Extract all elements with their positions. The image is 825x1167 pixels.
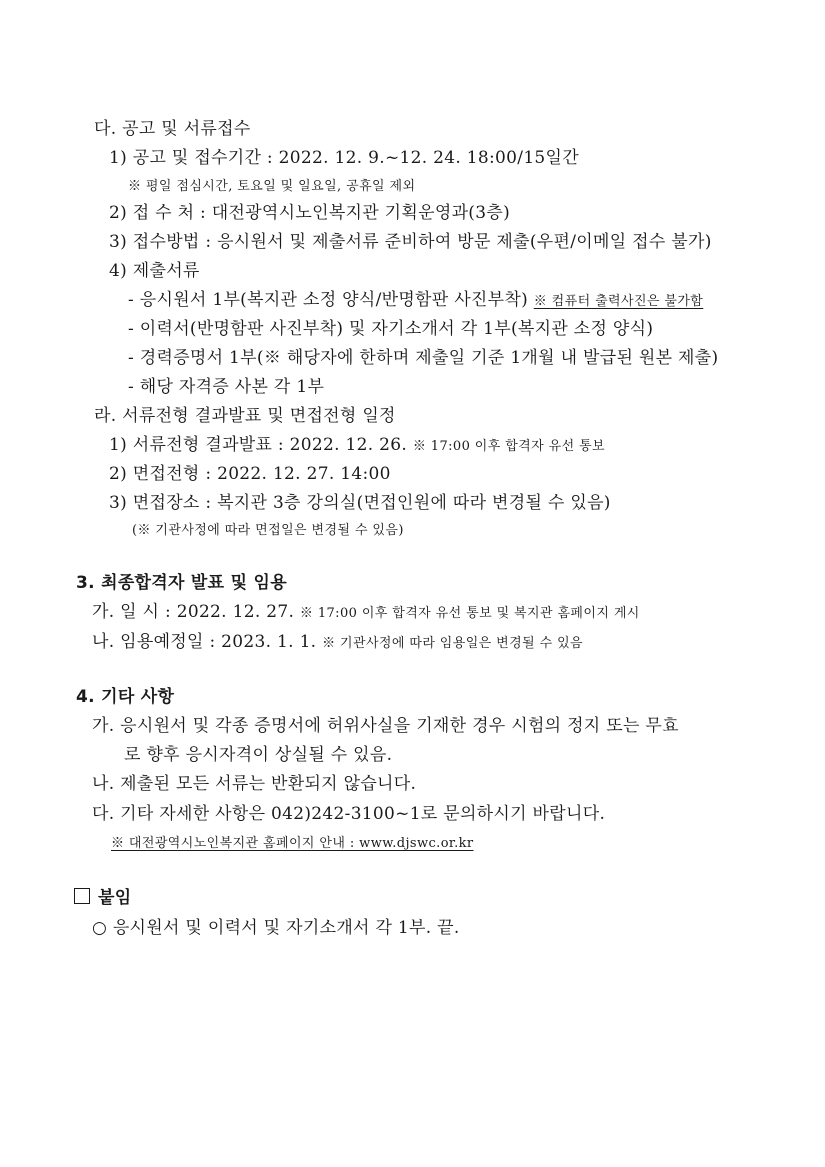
section-ra-item-3-note: (※ 기관사정에 따라 면접일은 변경될 수 있음) [132,523,404,538]
section-4-item-ga-line-1: 가. 응시원서 및 각종 증명서에 허위사실을 기재한 경우 시험의 정지 또는 무효 [92,716,679,736]
section-3-item-ga [92,604,640,621]
section-ra-item-2: 2) 면접전형 : 2022. 12. 27. 14:00 [109,464,391,484]
section-4-item-ga-line-2: 로 향후 응시자격이 상실될 수 있음. [124,745,393,765]
section-3-item-ga-text: 가. 일 시 : 2022. 12. 27. [92,602,295,622]
attachment-item: ○ 응시원서 및 이력서 및 자기소개서 각 1부. 끝. [92,918,460,938]
doc-list-item [128,292,703,309]
section-ra-item-1-text: 1) 서류전형 결과발표 : 2022. 12. 26. [109,435,408,455]
attachment-heading [74,888,131,907]
doc-list-item: - 경력증명서 1부(※ 해당자에 한하며 제출일 기준 1개월 내 발급된 원본 제출) [128,348,719,368]
doc-list-item: - 이력서(반명함판 사진부착) 및 자기소개서 각 1부(복지관 소정 양식) [128,319,654,339]
section-ra-item-1-note: ※ 17:00 이후 합격자 유선 통보 [412,439,605,454]
section-da-item-1: 1) 공고 및 접수기간 : 2022. 12. 9.~12. 24. 18:00/15일간 [109,148,579,168]
attachment-heading-label: 붙임 [98,888,132,908]
checkbox-square-icon [74,888,90,904]
section-da-item-3: 3) 접수방법 : 응시원서 및 제출서류 준비하여 방문 제출(우편/이메일 접수 불가) [109,232,712,252]
section-3-heading: 3. 최종합격자 발표 및 임용 [76,573,287,593]
doc-list-item: - 해당 자격증 사본 각 1부 [128,377,325,397]
section-ra-heading: 라. 서류전형 결과발표 및 면접전형 일정 [94,406,396,426]
section-ra-item-1 [109,437,605,454]
section-4-heading: 4. 기타 사항 [76,687,175,707]
doc-list-item-text: - 응시원서 1부(복지관 소정 양식/반명함판 사진부착) [128,290,529,310]
doc-list-item-note: ※ 컴퓨터 출력사진은 불가함 [533,294,704,309]
section-4-item-na: 나. 제출된 모든 서류는 반환되지 않습니다. [92,774,417,794]
section-3-item-na-text: 나. 임용예정일 : 2023. 1. 1. [92,632,317,652]
section-3-item-na [92,634,583,651]
section-da-heading: 다. 공고 및 서류접수 [94,119,251,139]
section-da-item-2: 2) 접 수 처 : 대전광역시노인복지관 기획운영과(3층) [109,203,510,223]
homepage-link[interactable]: ※ 대전광역시노인복지관 홈페이지 안내 : www.djswc.or.kr [111,836,474,851]
section-4-item-da: 다. 기타 자세한 사항은 042)242-3100~1로 문의하시기 바랍니다. [92,804,606,824]
section-ra-item-3: 3) 면접장소 : 복지관 3층 강의실(면접인원에 따라 변경될 수 있음) [109,493,611,513]
section-3-item-na-note: ※ 기관사정에 따라 임용일은 변경될 수 있음 [322,636,583,651]
section-da-item-1-note: ※ 평일 점심시간, 토요일 및 일요일, 공휴일 제외 [128,179,416,194]
section-3-item-ga-note: ※ 17:00 이후 합격자 유선 통보 및 복지관 홈페이지 게시 [299,606,640,621]
section-da-item-4: 4) 제출서류 [109,261,200,281]
